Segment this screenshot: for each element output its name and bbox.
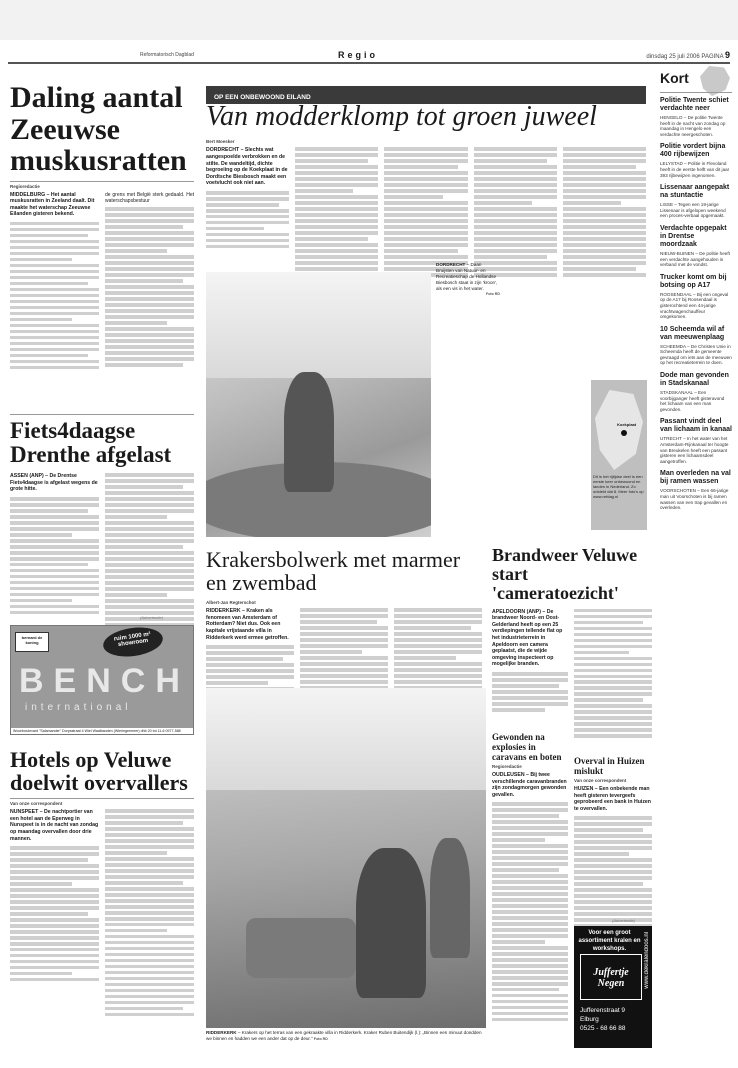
byline: Van onze correspondent	[10, 801, 63, 807]
photo-person	[430, 838, 470, 958]
headline: Van modderklomp tot groen juweel	[206, 101, 597, 132]
kort-item: Politie vordert bijna 400 rijbewijzen LELYSTAD – Politie in Flevoland heeft in de eerste helft van dit jaar 393 rijbewijzen ingenomen.	[660, 143, 730, 178]
lead-text: NUNSPEET – De nachtportier van een hotel aan de Eperweg in Nunspeet is in de nacht van zondag op maandag overvallen door drie mannen.	[10, 809, 99, 842]
body-text	[105, 473, 194, 632]
photo-person	[356, 848, 426, 998]
photo-credit: Foto RD	[313, 1037, 328, 1041]
body-text	[206, 191, 289, 248]
store-logo: bernard de koning	[15, 632, 49, 652]
map-label: Koekplaat	[617, 422, 637, 427]
body-text	[574, 816, 652, 933]
headline: Fiets4daagse Drenthe afgelast	[10, 418, 172, 468]
photo-krakers	[206, 688, 486, 1028]
header-rule	[8, 62, 730, 64]
banner-text: OP EEN ONBEWOOND EILAND	[214, 94, 311, 101]
body-text	[105, 809, 194, 1016]
body-text	[10, 497, 99, 614]
divider	[10, 414, 194, 415]
body-text	[492, 802, 568, 1021]
headline: Hotels op Veluwe doelwit overvallers	[10, 747, 188, 796]
caption-text: – Krakers op het terras van een gekraakte villa in Ridderkerk. Kraker Ruben Buitendijk (l.): „Binnen een minuut dondden we binnen en hadden we een ander dat op de deur."	[206, 1030, 482, 1041]
article-muskusratten	[10, 82, 194, 369]
lead-text: ASSEN (ANP) – De Drentse Fiets4daagse is afgelast wegens de grote hitte.	[10, 473, 98, 493]
date: dinsdag 25 juli 2006	[646, 54, 700, 60]
brand-subtitle: international	[25, 702, 132, 713]
byline: Bert Moesker	[206, 139, 235, 145]
ad-brand-name: Juffertje Negen	[593, 967, 629, 989]
body-text	[384, 147, 467, 276]
body-text	[474, 147, 557, 276]
ad-url: www.dekralendoos.nl	[644, 932, 650, 989]
photo-credit: Foto RD	[486, 292, 500, 296]
kort-header	[660, 70, 732, 86]
ad-label: (Advertentie)	[140, 615, 163, 620]
advertisement-juffertje-negen[interactable]	[574, 926, 652, 1048]
kort-item: Trucker komt om bij botsing op A17 ROOSENDAAL – Bij een ongeval op de A17 bij Roosendaal is gisterochtend een 44-jarige vrachtwagenchauffeur omgekomen.	[660, 273, 729, 320]
ad-logo-box	[580, 954, 642, 1000]
divider	[10, 798, 194, 799]
header-band	[0, 0, 738, 40]
map-marker	[621, 430, 627, 436]
body-text	[10, 846, 99, 981]
kort-item: Politie Twente schiet verdachte neer HENGELO – De politie Twente heeft in de nacht van zondag op maandag in Hengelo een verdachte neergeschoten.	[660, 97, 729, 137]
article-brandweer	[492, 546, 652, 738]
kort-item: Passant vindt deel van lichaam in kanaal UTRECHT – In het water van het Amsterdam-Rijnkanaal ter hoogte van Breukelen heeft een passant gisteren een lichaamsdeel aangetroffen.	[660, 418, 732, 464]
headline: Overval in Huizen mislukt	[574, 756, 645, 776]
article-modderklomp	[206, 102, 646, 277]
ad-contact	[580, 1006, 626, 1033]
lead-text: RIDDERKERK – Kraken als fenomeen van Amsterdam of Rotterdam? Niet dus. Ook een kapitale vrijstaande villa in Ridderkerk werd ermee getroffen.	[206, 608, 289, 641]
column-text: de grens met België sterk gedaald. Het waterschapsbestuur	[105, 191, 194, 204]
photo-table	[246, 918, 356, 978]
ad-address: Jufferenstraat 9	[580, 1007, 626, 1014]
caption-text: – Daan Bruijsten van Natuur- en Recreatieschap de Hollandse Biesbosch staat in zijn 'kroon', als een vis in het water.	[436, 262, 498, 291]
article-gewonden	[492, 728, 568, 1021]
divider	[10, 181, 194, 182]
map-land	[595, 390, 643, 470]
body-text	[295, 147, 378, 276]
ad-tagline: Voor een groot assortiment kralen en workshops.	[578, 930, 641, 952]
byline: Albert-Jan Regterschot	[206, 600, 256, 606]
kort-item: Dode man gevonden in Stadskanaal STADSKANAAL – Een voorbijganger heeft gisteravond het lichaam van een man gevonden.	[660, 372, 729, 412]
body-text	[574, 609, 652, 738]
headline: Daling aantal Zeeuwse muskusratten	[10, 81, 187, 177]
headline: Brandweer Veluwe start 'cameratoezicht'	[492, 545, 638, 603]
kort-title: Kort	[660, 70, 689, 86]
ad-label: (Advertentie)	[612, 918, 635, 923]
byline: Van onze correspondent	[574, 778, 627, 783]
kort-list	[660, 92, 732, 517]
lead-text: MIDDELBURG – Het aantal muskusratten in Zeeland daalt. Dit maakte het waterschap Zeeuwse Eilanden gisteren bekend.	[10, 191, 95, 218]
ad-phone: 0525 - 68 66 88	[580, 1025, 626, 1032]
map-caption: Dit is het rijtijdse deel is een eerste keer onbewoond en landen in Nederland. Zo ontdekt dat 8. Meer foto's op www.refdag.nl	[593, 474, 644, 499]
ad-city: Elburg	[580, 1016, 599, 1023]
body-text	[492, 672, 568, 712]
ad-address: Woonboulevard "Salamander" Dorpsstraat 4 Wiel Waalbanden (Wieringermeer) dhb 20 tot 11-6 0977-588	[11, 728, 193, 734]
kort-item: Man overleden na val bij ramen wassen VOORSCHOTEN – Een 66-jarige man uit Voorschoten is bij ramen wassen van een trap gevallen en overleden.	[660, 470, 731, 511]
brand-name: BENCH	[19, 662, 190, 700]
page-number: 9	[724, 50, 730, 60]
photo-sky	[206, 688, 486, 790]
article-overval	[574, 752, 652, 934]
lead-text: APELDOORN (ANP) – De brandweer Noord- en Oost-Gelderland heeft op een 25 verdiepingen tellende flat op het industrieterrein in Apeldoorn een camera geplaatst, die de wijde omgeving inspecteert op mogelijke branden.	[492, 608, 563, 668]
map-koekplaat	[591, 380, 647, 530]
kort-item: Verdachte opgepakt in Drentse moordzaak NIEUW-BUINEN – De politie heeft een verdachte aangehouden in verband met de vondst.	[660, 224, 730, 268]
caption-place: DORDRECHT	[436, 262, 466, 267]
lead-text: OUDLEUSEN – Bij twee verschillende caravanbranden zijn zondagmorgen gewonden gevallen.	[492, 772, 567, 798]
caption-place: RIDDERKERK	[206, 1030, 237, 1035]
page-label: PAGINA	[701, 54, 724, 60]
article-hotels	[10, 748, 194, 1016]
article-fiets4daagse	[10, 414, 194, 632]
photo-person	[284, 372, 334, 492]
headline: Gewonden na explosies in caravans en boten	[492, 732, 562, 762]
photo-sky	[206, 272, 431, 378]
page-header	[0, 0, 738, 62]
lead-text: HUIZEN – Een onbekende man heeft gisteren tevergeefs geprobeerd een bank in Huizen te overvallen.	[574, 786, 651, 812]
byline: Regioredactie	[492, 764, 522, 769]
kort-item: Lissenaar aangepakt na stuntactie LISSE – Tegen een 19-jarige Lissenaar is afgelopen weekend een proces-verbaal opgemaakt.	[660, 184, 730, 219]
body-text	[563, 147, 646, 276]
photo-caption	[206, 1030, 486, 1042]
body-text	[10, 222, 99, 369]
kort-item: 10 Scheemda wil af van meeuwenplaag SCHEEMDA – De Christen Unie in Scheemda heeft de gemeente gevraagd om iets aan de meeuwen op het recreatieterrein te doen.	[660, 325, 732, 366]
section-name: Regio	[338, 50, 379, 60]
newspaper-name: Reformatorisch Dagblad	[140, 52, 194, 58]
page-number-block	[646, 50, 730, 60]
photo-man-in-boat	[206, 272, 431, 537]
advertisement-bench[interactable]	[10, 625, 194, 735]
body-text	[105, 207, 194, 366]
byline: Regioredactie	[10, 183, 40, 189]
lead-text: DORDRECHT – Slechts wat aangespoelde verbrokken en de stilte. De wandeltijd, dichte begroeiing op de Koekplaat in de Dordtsche Biesbosch maakt een voetvlucht ook niet aan.	[206, 147, 288, 187]
headline: Krakersbolwerk met marmer en zwembad	[206, 547, 461, 596]
promo-badge: ruim 1000 m² showroom	[101, 624, 164, 660]
photo-caption	[436, 262, 500, 296]
